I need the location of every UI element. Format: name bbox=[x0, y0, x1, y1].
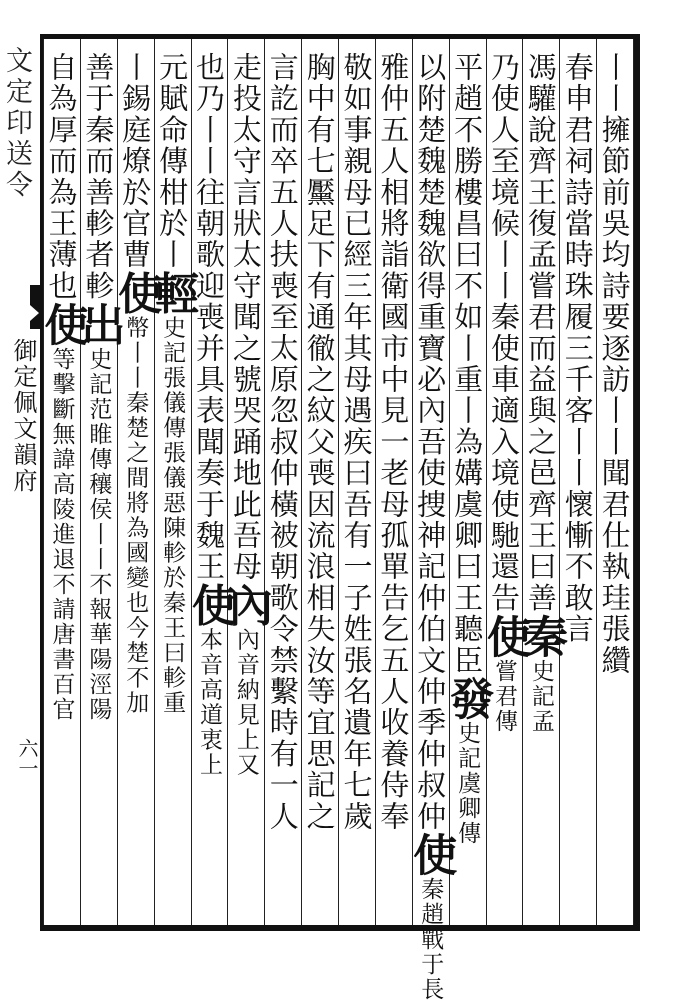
text-column bbox=[36, 52, 88, 922]
column-text: 也乃丨丨往朝歌迎喪并具表聞奏于魏王 bbox=[191, 52, 226, 583]
headword: 出 bbox=[73, 301, 125, 347]
column-text: 善于秦而善軫者軫 bbox=[81, 52, 116, 302]
margin-top-text: 文定印送令 bbox=[1, 46, 32, 201]
column-text: 本音高道衷上 bbox=[195, 627, 222, 778]
headword: 內 bbox=[220, 582, 272, 628]
frame-top-border bbox=[40, 34, 640, 39]
headword: 使 bbox=[110, 270, 162, 316]
column-text: 春申君祠詩當時珠履三千客丨丨懷慚不敢言 bbox=[560, 52, 595, 645]
column-text: 雅仲五人相將詣衛國市中見一老母孤單告乞五人收養侍奉 bbox=[376, 52, 411, 832]
headword: 使 bbox=[478, 613, 530, 659]
column-text: 胸中有七黶足下有通徹之紋父喪因流浪相失汝等宜思記之 bbox=[302, 52, 337, 832]
column-text: 史記范睢傳穰侯丨丨不報華陽涇陽 bbox=[85, 346, 112, 722]
column-text: 史記張儀傳張儀惡陳軫於秦王曰軫重 bbox=[159, 315, 186, 716]
column-text: 秦趙戰于長 bbox=[417, 877, 444, 1002]
column-text: 走投太守言狀太守聞之號哭踊地此吾母 bbox=[228, 52, 263, 583]
headword: 使 bbox=[405, 832, 457, 877]
column-text: 丨錫庭燎於官曹 bbox=[118, 52, 153, 271]
column-text: 嘗君傳 bbox=[490, 658, 517, 734]
headword: 秦 bbox=[515, 613, 567, 659]
column-text: 以附楚魏楚魏欲得重寶必內吾使捜神記仲伯文仲季仲叔仲 bbox=[413, 52, 448, 832]
frame-bottom-border bbox=[40, 925, 640, 931]
headword: 輕 bbox=[147, 270, 199, 316]
headword: 使 bbox=[183, 582, 235, 628]
column-text: 內音納見上又 bbox=[232, 627, 259, 778]
column-text: 史記虞卿傳 bbox=[454, 721, 481, 846]
book-title: 御定佩文韻府 bbox=[9, 338, 37, 494]
page-number: 六一 bbox=[15, 738, 39, 778]
column-text: 乃使人至境候丨丨秦使車適入境使馳還告 bbox=[486, 52, 521, 614]
column-text: 敬如事親母已經三年其母遇疾曰吾有一子姓張名遺年七歲 bbox=[339, 52, 374, 832]
column-text: 史記孟 bbox=[527, 658, 554, 734]
column-text: 平趙不勝樓昌曰不如丨重丨為媾虞卿曰王聽臣 bbox=[450, 52, 485, 676]
column-text: 言訖而卒五人扶喪至太原忽叔仲橫被朝歌令禁繫時有一人 bbox=[265, 52, 300, 832]
column-text: 等擊斷無諱高陵進退不請唐書百官 bbox=[48, 346, 75, 722]
column-text: 丨丨擁節前吳均詩要逐訪丨丨聞君仕執珪張纘 bbox=[597, 52, 632, 676]
headword: 發 bbox=[442, 676, 494, 721]
column-text: 幣丨丨秦楚之間將為國變也今楚不加 bbox=[122, 315, 149, 716]
column-text: 自為厚而為王薄也 bbox=[44, 52, 79, 302]
column-text: 馮驩說齊王復孟嘗君而益與之邑齊王曰善 bbox=[523, 52, 558, 614]
headword: 使 bbox=[36, 301, 88, 347]
column-text: 元賦命傳柑於丨 bbox=[155, 52, 190, 271]
